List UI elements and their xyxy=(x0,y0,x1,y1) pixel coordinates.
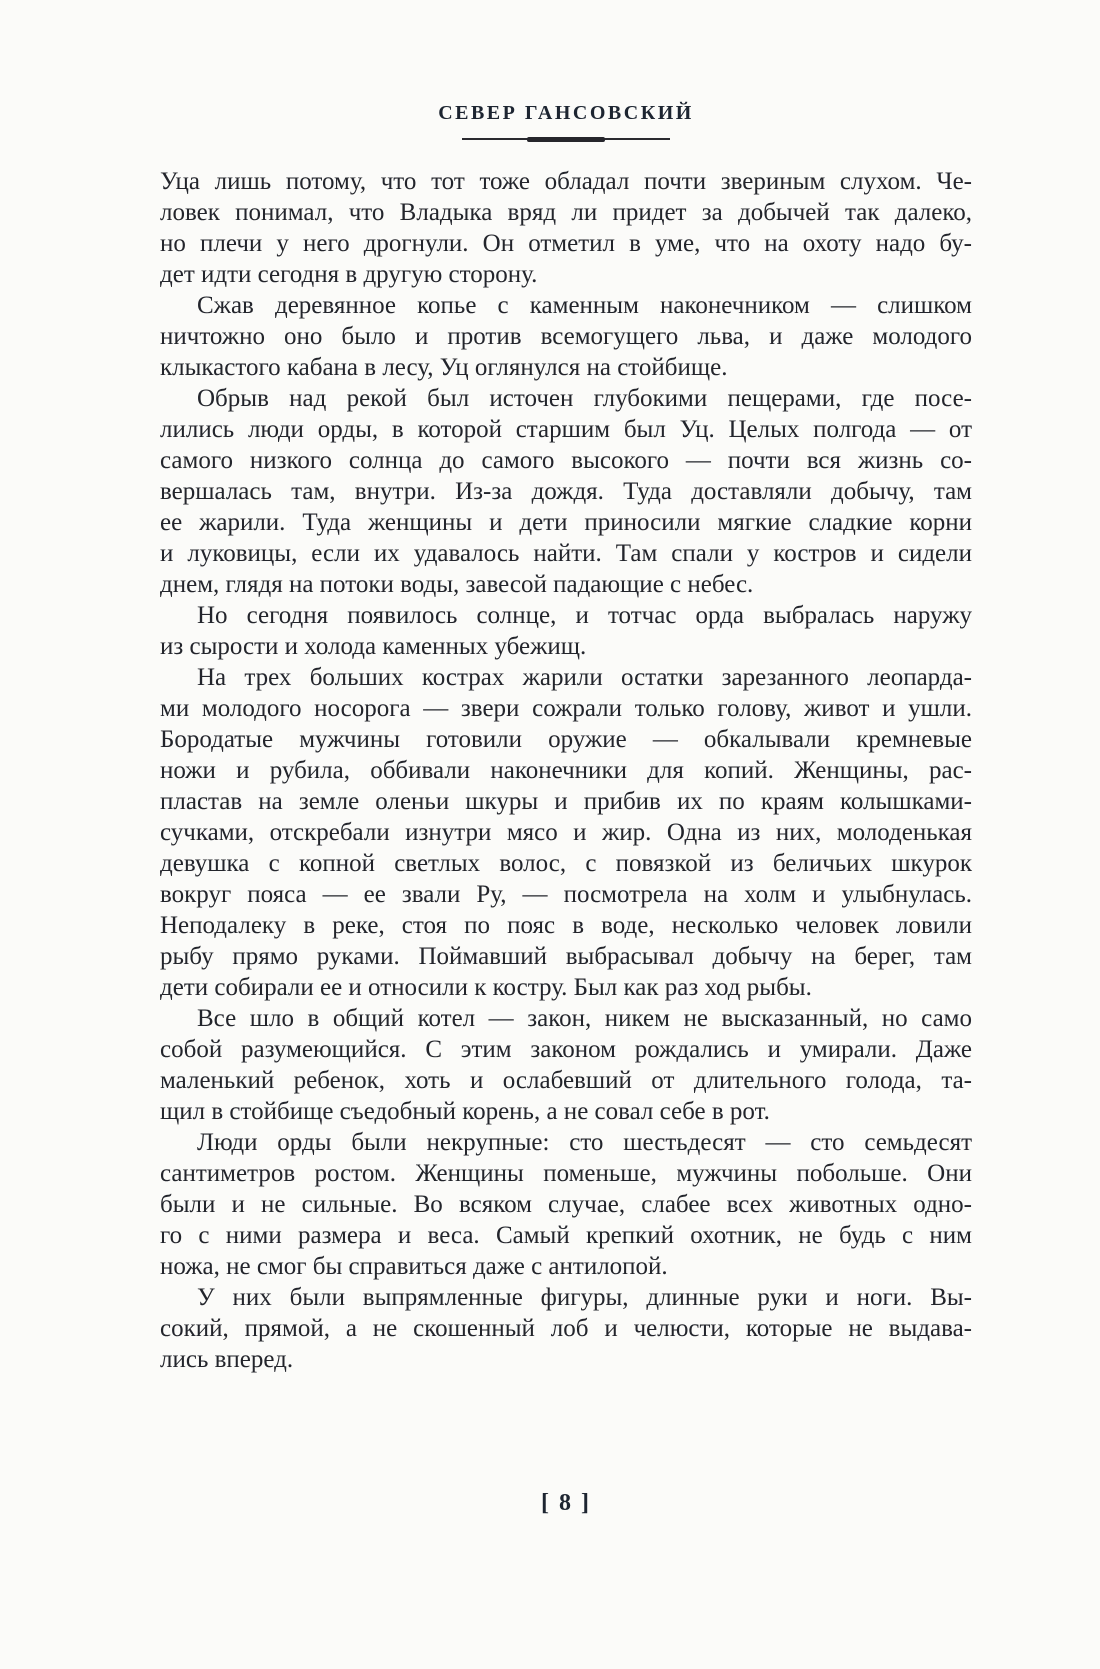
body-text xyxy=(160,166,972,1375)
paragraph xyxy=(160,290,972,383)
page-number: [ 8 ] xyxy=(541,1490,591,1516)
text-line: сокий, прямой, а не скошенный лоб и челюсти, которые не выдава- xyxy=(160,1315,972,1342)
text-line: вокруг пояса — ее звали Ру, — посмотрела на холм и улыбнулась. xyxy=(160,881,972,908)
text-line: сучками, отскребали изнутри мясо и жир. Одна из них, молоденькая xyxy=(160,819,972,846)
text-line: пластав на земле оленьи шкуры и прибив их по краям колышками- xyxy=(160,788,972,815)
author-name: СЕВЕР ГАНСОВСКИЙ xyxy=(438,102,694,124)
paragraph xyxy=(160,1003,972,1127)
text-line: Обрыв над рекой был источен глубокими пещерами, где посе- xyxy=(197,385,972,412)
text-line: самого низкого солнца до самого высокого — почти вся жизнь со- xyxy=(160,447,972,474)
decorative-rule xyxy=(462,137,670,142)
text-line: Все шло в общий котел — закон, никем не высказанный, но само xyxy=(197,1005,972,1032)
paragraph xyxy=(160,383,972,600)
decorative-rule-thick-segment xyxy=(527,137,605,142)
text-line: Уца лишь потому, что тот тоже обладал почти звериным слухом. Че- xyxy=(160,168,972,195)
text-line: ножа, не смог бы справиться даже с антилопой. xyxy=(160,1253,668,1280)
text-line: были и не сильные. Во всяком случае, слабее всех животных одно- xyxy=(160,1191,972,1218)
page-footer xyxy=(160,1490,972,1517)
text-line: ножи и рубила, оббивали наконечники для копий. Женщины, рас- xyxy=(160,757,972,784)
text-line: сантиметров ростом. Женщины поменьше, мужчины побольше. Они xyxy=(160,1160,972,1187)
text-line: Бородатые мужчины готовили оружие — обкалывали кремневые xyxy=(160,726,972,753)
text-line: дети собирали ее и относили к костру. Был как раз ход рыбы. xyxy=(160,974,812,1001)
paragraph xyxy=(160,166,972,290)
text-line: На трех больших кострах жарили остатки зарезанного леопарда- xyxy=(197,664,972,691)
text-line: го с ними размера и веса. Самый крепкий охотник, не будь с ним xyxy=(160,1222,972,1249)
text-line: девушка с копной светлых волос, с повязкой из беличьих шкурок xyxy=(160,850,972,877)
text-line: щил в стойбище съедобный корень, а не совал себе в рот. xyxy=(160,1098,770,1125)
paragraph xyxy=(160,600,972,662)
text-line: лись вперед. xyxy=(160,1346,294,1373)
text-line: собой разумеющийся. С этим законом рождались и умирали. Даже xyxy=(160,1036,972,1063)
text-line: Люди орды были некрупные: сто шестьдесят — сто семьдесят xyxy=(197,1129,972,1156)
text-line: и луковицы, если их удавалось найти. Там спали у костров и сидели xyxy=(160,540,972,567)
text-line: вершалась там, внутри. Из-за дождя. Туда доставляли добычу, там xyxy=(160,478,972,505)
text-line: дет идти сегодня в другую сторону. xyxy=(160,261,538,288)
text-line: ее жарили. Туда женщины и дети приносили мягкие сладкие корни xyxy=(160,509,972,536)
text-line: ничтожно оно было и против всемогущего льва, и даже молодого xyxy=(160,323,972,350)
text-line: Но сегодня появилось солнце, и тотчас орда выбралась наружу xyxy=(197,602,972,629)
text-line: лились люди орды, в которой старшим был Уц. Целых полгода — от xyxy=(160,416,972,443)
text-line: ми молодого носорога — звери сожрали только голову, живот и ушли. xyxy=(160,695,972,722)
text-line: маленький ребенок, хоть и ослабевший от длительного голода, та- xyxy=(160,1067,972,1094)
page-header xyxy=(160,100,972,142)
text-line: днем, глядя на потоки воды, завесой падающие с небес. xyxy=(160,571,754,598)
text-line: рыбу прямо руками. Поймавший выбрасывал добычу на берег, там xyxy=(160,943,972,970)
text-line: клыкастого кабана в лесу, Уц оглянулся на стойбище. xyxy=(160,354,728,381)
text-line: У них были выпрямленные фигуры, длинные руки и ноги. Вы- xyxy=(197,1284,972,1311)
text-line: но плечи у него дрогнули. Он отметил в уме, что на охоту надо бу- xyxy=(160,230,972,257)
text-line: Неподалеку в реке, стоя по пояс в воде, несколько человек ловили xyxy=(160,912,972,939)
paragraph xyxy=(160,662,972,1003)
text-line: ловек понимал, что Владыка вряд ли придет за добычей так далеко, xyxy=(160,199,972,226)
text-line: Сжав деревянное копье с каменным наконечником — слишком xyxy=(197,292,972,319)
paragraph xyxy=(160,1282,972,1375)
text-line: из сырости и холода каменных убежищ. xyxy=(160,633,587,660)
paragraph xyxy=(160,1127,972,1282)
